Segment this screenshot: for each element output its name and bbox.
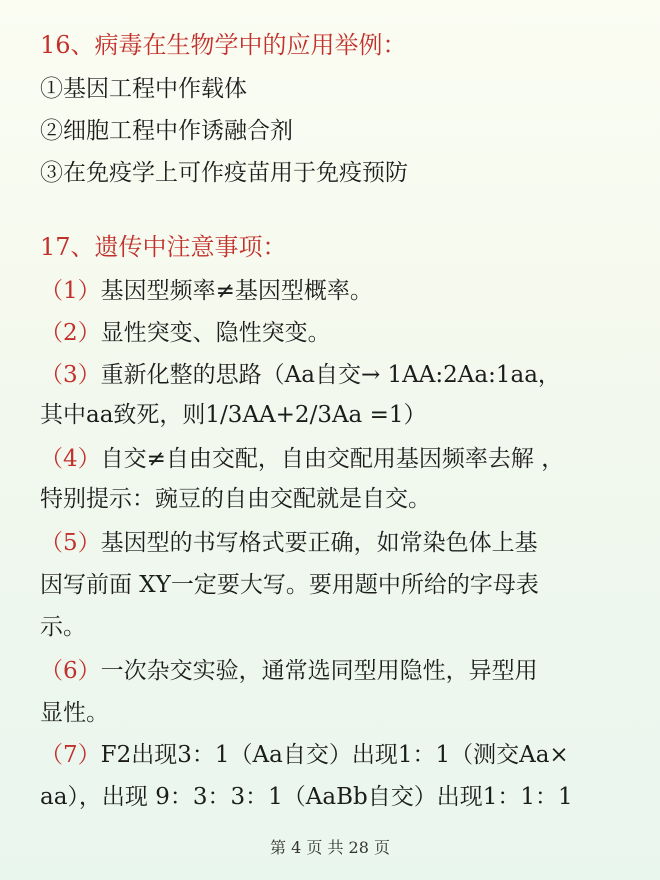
note-text: 一次杂交实验，通常选同型用隐性，异型用: [100, 658, 538, 684]
section-17-heading: 17、遗传中注意事项：: [40, 233, 287, 261]
note-item-1: [40, 276, 373, 306]
note-text: 基因型的书写格式要正确，如常染色体上基: [100, 530, 538, 556]
note-item-4: [40, 444, 564, 474]
note-text: F2出现3：1（Aa自交）出现1：1（测交Aa×: [100, 742, 569, 768]
note-item-7-cont: aa），出现 9：3：3：1（AaBb自交）出现1：1：1: [40, 784, 573, 810]
note-text: 重新化整的思路（Aa自交→ 1AA:2Aa:1aa，: [100, 362, 561, 388]
note-item-6: [40, 656, 538, 686]
note-text: 基因型频率≠基因型概率。: [100, 278, 373, 304]
note-number: （4）: [40, 446, 101, 472]
note-number: （2）: [40, 320, 101, 346]
section-16-item-2: ②细胞工程中作诱融合剂: [40, 118, 293, 144]
note-number: （7）: [40, 742, 101, 768]
note-item-3-cont: 其中aa致死，则1/3AA+2/3Aa =1）: [40, 402, 427, 428]
section-16-heading: 16、病毒在生物学中的应用举例：: [40, 31, 407, 59]
note-item-7: [40, 740, 569, 770]
note-text: 自交≠自由交配，自由交配用基因频率去解 ，: [100, 446, 565, 472]
note-number: （6）: [40, 658, 101, 684]
note-item-3: [40, 360, 561, 390]
note-text: 显性突变、隐性突变。: [100, 320, 331, 346]
note-item-6-cont: 显性。: [40, 700, 109, 726]
page-number-footer: 第 4 页 共 28 页: [270, 838, 390, 857]
note-number: （1）: [40, 278, 101, 304]
note-item-2: [40, 318, 331, 348]
section-16-item-3: ③在免疫学上可作疫苗用于免疫预防: [40, 160, 408, 186]
note-number: （3）: [40, 362, 101, 388]
note-item-5-cont-2: 示。: [40, 614, 86, 640]
note-item-4-cont: 特别提示：豌豆的自由交配就是自交。: [40, 486, 431, 512]
note-item-5-cont-1: 因写前面 XY一定要大写。要用题中所给的字母表: [40, 572, 539, 598]
section-16-item-1: ①基因工程中作载体: [40, 76, 247, 102]
note-item-5: [40, 528, 538, 558]
note-number: （5）: [40, 530, 101, 556]
